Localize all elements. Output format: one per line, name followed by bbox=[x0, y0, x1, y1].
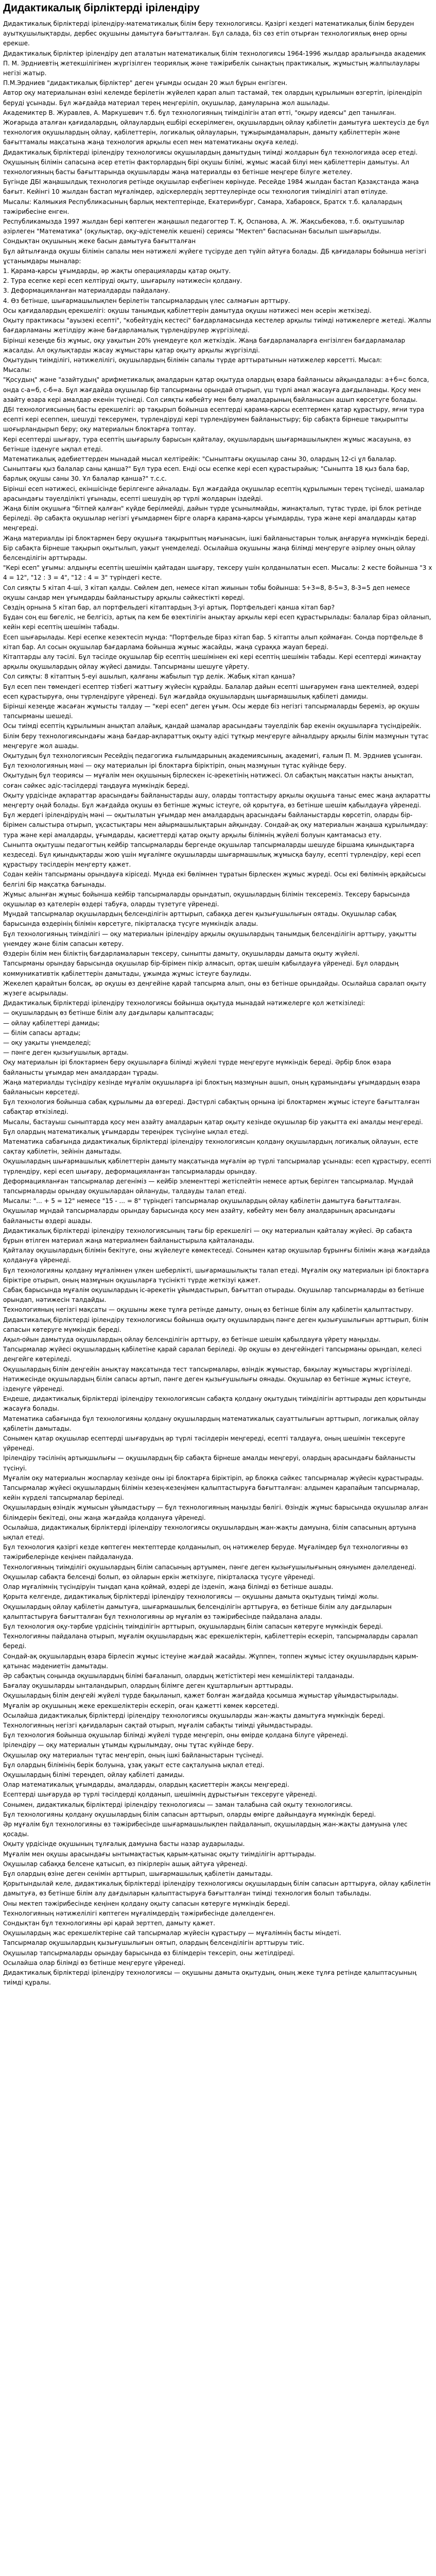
paragraph: Қорытындылай келе, дидактикалық бірліктерді ірілендіру технологиясы оқушылардың білім сапасын арттыруға, ойлау қабілетін дамытуға, өз бетінше білім алу дағдыларын қалыптастыруға бағытталған тиімді технология болып табылады. bbox=[3, 1880, 431, 1897]
paragraph: Оқытудың бұл технологиясын Ресейдің педагогика ғылымдарының академиясының, академигі, ғалым П. М. Эрдниев ұсынған. Бұл технологияның мәні — оқу материалын ірі блоктарға біріктіріп, оның мазмұнын тұтас күйінде беру. bbox=[3, 752, 423, 770]
paragraph: Технологияның негізгі мақсаты — оқушыны жеке тұлға ретінде дамыту, оның өз бетінше білім алу қабілетін қалыптастыру. bbox=[3, 1306, 413, 1314]
paragraph: Технологияның тиімділігі оқушылардың білім сапасының артуымен, пәнге деген қызығушылығының оянуымен дәлелденеді. bbox=[3, 1563, 416, 1571]
paragraph: "Қосудың" және "азайтудың" арифметикалық амалдарын қатар оқытуда олардың өзара байланысы айқындалады: а+б=с болса, онда с-а=б, с-б=а. Бұл жағдайда оқушылар бір тапсырманы орындай отырып, үш түрлі амал жасауға дағдыланады. Қосу мен азайту өзара кері амалдар екенін түсінеді. Сол сияқты көбейту мен бөлу амалдарының байланысын ашып көрсетуге болады. bbox=[3, 376, 429, 403]
paragraph: Технологияны пайдалана отырып, мұғалім оқушылардың жас ерекшеліктерін, қабілеттерін ескеріп, тапсырмаларды саралап береді. bbox=[3, 1633, 418, 1650]
paragraph: Мысалы: Калмыкия Республикасының барлық мектептерінде, Екатеринбург, Самара, Хабаровск, Братск т.б. қалалардың тәжірибесіне енген. bbox=[3, 198, 402, 215]
paragraph: Оқу материалын ірі блоктармен беру оқушыларға білімді жүйелі түрде меңгеруге мүмкіндік береді. Әрбір блок өзара байланысты ұғымдар мен амалдардан тұрады. bbox=[3, 1059, 391, 1076]
paragraph: Әр сабақтың соңында оқушылардың білімі бағаланып, олардың жетістіктері мен кемшіліктері талданады. bbox=[3, 1672, 355, 1680]
paragraph: Мысалы: bbox=[3, 366, 31, 374]
paragraph: — ойлау қабілеттері дамиды; bbox=[3, 1019, 100, 1027]
paragraph: Нәтижесінде оқушылардың білім сапасы артып, пәнге деген қызығушылығы оянады. Оқушылар өз бетінше жұмыс істеуге, ізденуге үйренеді. bbox=[3, 1375, 411, 1393]
article-title: Дидактикалық бірліктерді ірілендіру bbox=[3, 2, 200, 14]
paragraph: Оқушылардың шығармашылық қабілеттерін дамыту мақсатында мұғалім әр түрлі тапсырмалар ұсынады: есеп құрастыру, есепті түрлендіру, кері есеп шығару, деформацияланған тапсырмаларды орындау. bbox=[3, 1158, 431, 1175]
paragraph: Кітаптарды алу тәсілі. Бұл тәсілде оқушылар бір есептің шешімінен екі кері есептің шешімін табады. Кері есептерді жинақтау арқылы оқушылардың ойлау жүйесі дамиды. Тапсырманы шешуге үйрету. bbox=[3, 653, 422, 671]
paragraph: Оқыту үрдісінде ақпараттар арасындағы байланыстарды ашу, оларды топтастыру арқылы оқушыға таныс емес жаңа ақпаратты меңгерту оңай болады. Бұл жағдайда оқушы өз бетінше жұмыс істеуге, ой қорытуға, өз бетінше шешім қабылдауға үйренеді. bbox=[3, 791, 431, 809]
paragraph: Содан кейін тапсырманы орындауға кіріседі. Мұнда екі бөлімнен тұратын бірлескен жұмыс жүреді. Осы екі бөлімнің әрқайсысы белгілі бір мақсатқа бағынады. bbox=[3, 871, 426, 888]
paragraph: Оқушылар мұндай тапсырмаларды орындау барысында қосу мен азайту, көбейту мен бөлу амалдарының арасындағы байланысты өздері ашады. bbox=[3, 1207, 395, 1225]
article-body bbox=[3, 19, 433, 1988]
paragraph: Бұл технологияның тиімділігі — оқу материалын ірілендіру арқылы оқушылардың танымдық белсенділігін арттыру, уақытты үнемдеу және білім сапасын көтеру. bbox=[3, 930, 417, 947]
paragraph: Сондықтан бұл технологияны әрі қарай зерттеп, дамыту қажет. bbox=[3, 1920, 215, 1927]
paragraph: Оқыту практикасы "ауызекі есепті", "кобейтудің кестесі" бағдарламасында кестелер арқылы тиімді нәтижелерге жетеді. Жалпы бағдарламаны жетілдіру және бағдарламалық түрлендірулер жүргізіледі. bbox=[3, 317, 431, 334]
paragraph: Оқушылардың білім деңгейін анықтау мақсатында тест тапсырмалары, өзіндік жұмыстар, бақылау жұмыстары жүргізіледі. bbox=[3, 1365, 412, 1373]
paragraph: Олар мұғалімнің түсіндіруін тыңдап қана қоймай, өздері де ізденіп, жаңа білімді өз бетінше ашады. bbox=[3, 1583, 334, 1591]
paragraph: Оқушылардың білімі тереңдеп, ойлау қабілеті дамиды. bbox=[3, 1771, 185, 1778]
paragraph: Оқушылардың білім деңгейі жүйелі түрде бақыланып, қажет болған жағдайда қосымша жұмыстар ұйымдастырылады. bbox=[3, 1692, 399, 1700]
paragraph: Бұл олардың білімінің берік болуына, ұзақ уақыт есте сақталуына ықпал етеді. bbox=[3, 1761, 265, 1769]
paragraph: Тапсырмалар жүйесі оқушылардың қабілетіне қарай саралап беріледі. Әр оқушы өз деңгейіндегі тапсырманы орындап, келесі деңгейге көтеріледі. bbox=[3, 1346, 422, 1363]
paragraph: Бұл есеп пен төмендегі есептер тізбегі жаттығу жүйесін құрайды. Балалар дайын есепті шығарумен ғана шектелмей, өздері есеп құрастыруға, оны түрлендіруге үйренеді. Бұл жағдайда оқушылардың шығармашылық қабілеті дамиды. bbox=[3, 683, 419, 700]
paragraph: Сыныпта оқытушы педагогтың кейбір тапсырмаларды бергенде оқушылар тапсырмаларды шешуде біршама қиындықтарға кездеседі. Бұл қиындықтарды жою үшін мұғалімге оқушыларды шығармашылық жұмысқа баулу, есепті түрлендіру, кері есеп құрастыру тәсілдерін меңгерту қажет. bbox=[3, 841, 421, 869]
paragraph: Оқушылар тапсырмаларды орындау барысында өз білімдерін тексеріп, оны жетілдіреді. bbox=[3, 1949, 295, 1957]
paragraph: Ақыл-ойын дамытуда оқушылардың ойлау белсенділігін арттыру, өз бетінше шешім қабылдауға үйрету маңызды. bbox=[3, 1336, 381, 1344]
paragraph: Осы қағидалардың ерекшелігі: оқушы танымдық қабілеттерін дамытуда оқушы нәтижесі мен әсерін жеткізеді. bbox=[3, 307, 372, 314]
paragraph: Жаңа білім оқушыға "бітпей қалған" күйде берілмейді, дайын түрде ұсынылмайды, жинақталып, тұтас түрде, ірі блок ретінде беріледі. Әр сабақта оқушылар негізгі ұғымдармен бірге оларға қарама-қарсы ұғымдарды, тура және кері амалдарды қатар меңгереді. bbox=[3, 504, 422, 532]
paragraph: Бірінші есеп нәтижесі, екіншісінде берілгенге айналады. Бұл жағдайда оқушылар есептің құрылымын терең түсінеді, шамалар арасындағы тәуелділікті ұғынады, есепті шешудің әр түрлі жолдарын іздейді. bbox=[3, 485, 425, 502]
paragraph: Академиктер В. Журавлев, А. Маркушевич т.б. бұл технологияның тиімділігін атап өтті, "оқыру идеясы" деп танылған. bbox=[3, 109, 396, 116]
paragraph: Кері есептерді шығару, тура есептің шығарылу барысын қайталау, оқушылардың шығармашылықпен жұмыс жасауына, өз бетінше ізденуге ықпал етеді. bbox=[3, 435, 411, 453]
paragraph: Деформацияланған тапсырмалар дегеніміз — кейбір элементтері жетіспейтін немесе артық берілген тапсырмалар. Мұндай тапсырмаларды орындау оқушылардан ойлануды, талдауды талап етеді. bbox=[3, 1177, 414, 1195]
paragraph: Жұмыс алынған жұмыс бойынша кейбір тапсырмаларды орындатып, оқушылардың білімін тексереміз. Тексеру барысында оқушылар өз қателерін өздері табуға, оларды түзетуге үйренеді. bbox=[3, 890, 410, 908]
paragraph: Сондай-ақ оқушылардың өзара бірлесіп жұмыс істеуіне жағдай жасайды. Жұппен, топпен жұмыс істеу оқушылардың қарым-қатынас мәдениетін дамытады. bbox=[3, 1652, 418, 1670]
paragraph: Ендеше, дидактикалық бірліктерді ірілендіру технологиясын сабақта қолдану оқытудың тиімділігін арттырады деп қорытынды жасауға болады. bbox=[3, 1395, 426, 1413]
paragraph: Бағалау оқушыларды ынталандырып, олардың білімге деген құштарлығын арттырады. bbox=[3, 1682, 293, 1690]
paragraph: Мұндай тапсырмалар оқушылардың белсенділігін арттырып, сабаққа деген қызығушылығын оятады. Оқушылар сабақ барысында өздерінің білімін көрсетуге, пікірталасқа түсуге мүмкіндік алады. bbox=[3, 910, 396, 928]
paragraph: Жекелеп қарайтын болсақ, әр оқушы өз деңгейіне қарай тапсырма алып, оны өз бетінше орындайды. Осылайша саралап оқыту жүзеге асырылады. bbox=[3, 979, 426, 997]
paragraph: Білім беру технологиясындағы жаңа бағдар-ақпараттық оқыту әдісі тұтқыр меңгеруге айналдыру арқылы білім мазмұнын тұтас меңгеруге жол ашады. bbox=[3, 732, 429, 750]
paragraph: Есептерді шығаруда әр түрлі тәсілдерді қолданып, шешімнің дұрыстығын тексеруге үйренеді. bbox=[3, 1791, 317, 1799]
paragraph: Сонымен қатар оқушылар есептерді шығарудың әр түрлі тәсілдерін меңгереді, есепті талдауға, оның шешімін тексеруге үйренеді. bbox=[3, 1435, 406, 1452]
paragraph: 1. Қарама-қарсы ұғымдарды, әр жақты операцияларды қатар оқыту. bbox=[3, 267, 231, 275]
paragraph: Сондықтан оқушының жеке басын дамытуға бағытталған bbox=[3, 238, 196, 245]
paragraph: Олар математикалық ұғымдарды, амалдарды, олардың қасиеттерін жақсы меңгереді. bbox=[3, 1781, 289, 1789]
paragraph: Қайталау оқушылардың білімін бекітуге, оны жүйелеуге көмектеседі. Сонымен қатар оқушылар бұрынғы білімін жаңа жағдайда қолдануға үйренеді. bbox=[3, 1247, 430, 1264]
paragraph: Осылайша дидактикалық бірліктерді ірілендіру технологиясы оқушыларды жан-жақты дамытуға мүмкіндік береді. bbox=[3, 1711, 385, 1719]
paragraph: Осылайша, дидактикалық бірліктерді ірілендіру технологиясы оқушылардың жан-жақты дамуына, білім сапасының артуына ықпал етеді. bbox=[3, 1523, 416, 1541]
paragraph: Сонымен, дидактикалық бірліктерді ірілендіру технологиясы — заман талабына сай оқыту технологиясы. bbox=[3, 1801, 353, 1808]
paragraph: Бұл технология оқу-тәрбие үрдісінің тиімділігін арттырып, оқушылардың білім сапасын көтеруге мүмкіндік береді. bbox=[3, 1622, 383, 1630]
paragraph: Математикалық әдебиеттерден мынадай мысал келтірейік: "Сыныптағы оқушылар саны 30, олардың 12-сі ұл балалар. Сыныптағы қыз балалар саны қанша?" Бұл тура есеп. Енді осы есепке кері есеп құрастырайық: "Сыныпта 18 қыз бала бар, барлық оқушы саны 30. Ұл балалар қанша?" т.с.с. bbox=[3, 455, 410, 483]
paragraph: Жаңа материалды түсіндіру кезінде мұғалім оқушыларға ірі блоктың мазмұнын ашып, оның құрамындағы ұғымдардың өзара байланысын көрсетеді. bbox=[3, 1078, 421, 1096]
paragraph: Бүгінде ДБІ жаңашылдық технология ретінде оқушылар еңбегінен көрінуде. Ресейде 1984 жылдан бастап Қазақстанда жаңа бағыт. Кейінгі 10 жылдан бастап мұғалімдер, әдіскерлердің зерттеулерінде осы технология тиімділігі атап өтілуде. bbox=[3, 178, 419, 196]
paragraph: Сол сияқты: 8 кітаптың 5-еуі ашылып, қалғаны жабылып тұр делік. Жабық кітап қанша? bbox=[3, 673, 295, 681]
paragraph: Дидактикалық бірліктерді ірілендіру технологиясы — оқушыны дамыта оқытудың, оның жеке тұлға ретінде қалыптасуының тиімді құралы. bbox=[3, 1969, 416, 1987]
paragraph: Ірілендіру тәсілінің артықшылығы — оқушылардың бір сабақта бірнеше амалды меңгеруі, олардың арасындағы байланысты түсінуі. bbox=[3, 1454, 416, 1472]
paragraph: Сол сияқты 5 кітап 4-ші, 3 кітап қалды. Сөйлем деп, немесе кітап жиынын тобы бойынша: 5+3=8, 8-5=3, 8-3=5 деп немесе оқушы сандар мен ұғымдарды байланыстыру арқылы сәйкестікті көреді. bbox=[3, 584, 410, 601]
paragraph: Бұл айтылғанда оқушы білімін сапалы мен нәтижелі жүйеге түсіруде деп түйіп айтуға болады. ДБ қағидалары бойынша негізгі ұстанымдары мыналар: bbox=[3, 247, 426, 265]
paragraph: Бірінші кезеңде жасаған жұмысты талдау — "кері есеп" деген ұғым. Осы жерде біз негізгі тапсырмаларды береміз, әр оқушы тапсырманы шешеді. bbox=[3, 703, 420, 720]
paragraph: Мысалы: "... + 5 = 12" немесе "15 - ... = 8" түріндегі тапсырмалар оқушылардың ойлау қабілетін дамытуға бағытталған. bbox=[3, 1197, 402, 1205]
paragraph: Дидактикалық бірліктерді ірілендіру технологиясы оқушылардың дамытудың тиімді жолдарын бұл технологияда әсер етеді. bbox=[3, 148, 418, 156]
paragraph: ДБІ технологиясының басты ерекшелігі: әр тақырып бойынша есептерді қарама-қарсы есептермен қатар құрастыру, яғни тура есепті кері есеппен, шешуді тексерумен, түрлендіруді кері түрлендірумен байланыстыру; бір сабақта бірнеше тақырыпты шоғырландырып беру; оқу материалын блоктарға топтау. bbox=[3, 405, 425, 433]
paragraph: Оқушылар оқу материалын тұтас меңгеріп, оның ішкі байланыстарын түсінеді. bbox=[3, 1751, 264, 1759]
paragraph: Бұл олардың өзіне деген сенімін арттырып, шығармашылық қабілетін дамытады. bbox=[3, 1870, 273, 1877]
paragraph: Математика сабағында бұл технологияны қолдану оқушылардың математикалық сауаттылығын арттырып, логикалық ойлау қабілетін дамытады. bbox=[3, 1415, 419, 1432]
paragraph: — пәнге деген қызығушылық артады. bbox=[3, 1049, 129, 1057]
paragraph: Оқушылар сабақта белсенді болып, өз ойларын еркін жеткізуге, пікірталасқа түсуге үйренеді. bbox=[3, 1573, 315, 1581]
paragraph: Математика сабағында дидактикалық бірліктерді ірілендіру технологиясын қолдану оқушылардың логикалық ойлауын, есте сақтау қабілетін, зейінін дамытады. bbox=[3, 1138, 418, 1156]
paragraph: Тапсырманы орындау барысында оқушылар бір-бірімен пікір алмасып, ортақ шешім қабылдауға үйренеді. Бұл олардың коммуникативтік қабілеттерін дамытады, ұжымда жұмыс істеуге баулиды. bbox=[3, 960, 399, 977]
paragraph: Мұғалім мен оқушы арасындағы ынтымақтастық қарым-қатынас оқыту тиімділігін арттырады. bbox=[3, 1850, 316, 1858]
paragraph: Оқушылар сабаққа белсене қатысып, өз пікірлерін ашық айтуға үйренеді. bbox=[3, 1860, 248, 1868]
paragraph: П.М.Эрдниев "дидактикалық бірліктер" деген ұғымды осыдан 20 жыл бұрын енгізген. bbox=[3, 79, 288, 87]
paragraph: Бұл жердегі ірілендірудің мәні — оқытылатын ұғымдар мен амалдардың арасындағы байланыстарды көрсетіп, оларды бір-бірімен салыстыра отырып, ұқсастықтары мен айырмашылықтарын айқындау. Сондай-ақ оқу материалын жаңаша құрылымдау: тура және кері амалдарды, ұғымдарды, қасиеттерді қатар оқыту арқылы білімнің жүйелі болуын қамтамасыз ету. bbox=[3, 811, 428, 839]
paragraph: 4. Өз бетінше, шығармашылықпен берілетін тапсырмалардың үлес салмағын арттыру. bbox=[3, 297, 290, 304]
paragraph: Осылайша олар білімді өз бетінше меңгеруге үйренеді. bbox=[3, 1959, 186, 1967]
paragraph: Әр мұғалім бұл технологияны өз тәжірибесінде шығармашылықпен пайдаланып, оқушылардың жан-жақты дамуына үлес қосады. bbox=[3, 1820, 408, 1838]
paragraph: Оны мектеп тәжірибесінде кеңінен қолдану оқыту сапасын көтеруге мүмкіндік береді. bbox=[3, 1900, 290, 1907]
paragraph: Осы тиімді есептің құрылымын анықтап алайық, қандай шамалар арасындағы тәуелділік бар екенін оқушыларға түсіндірейік. bbox=[3, 722, 422, 730]
paragraph: 2. Тура есепке кері есеп келтіруді оқыту, шығарылу нәтижесін қолдану. bbox=[3, 277, 242, 285]
paragraph: Дидактикалық бірліктерді ірілендіру технологиясының тағы бір ерекшелігі — оқу материалын қайталау жүйесі. Әр сабақта бұрын өтілген материал жаңа материалмен байланыстырыла қайталанады. bbox=[3, 1227, 412, 1244]
paragraph: Оқыту үрдісінде оқушының тұлғалық дамуына басты назар аударылады. bbox=[3, 1840, 245, 1848]
paragraph: 3. Деформацияланған материалдарды пайдалану. bbox=[3, 287, 170, 295]
paragraph: Оқушылардың өзіндік жұмысын ұйымдастыру — бұл технологияның маңызды бөлігі. Өзіндік жұмыс барысында оқушылар алған білімдерін бекітеді, оны жаңа жағдайда қолдануға үйренеді. bbox=[3, 1504, 428, 1521]
paragraph: Тапсырмалар оқушылардың қызығушылығын оятып, олардың белсенділігін арттыруы тиіс. bbox=[3, 1939, 305, 1947]
paragraph: Қорыта келгенде, дидактикалық бірліктерді ірілендіру технологиясы — оқушыны дамыта оқытудың тиімді жолы. bbox=[3, 1593, 379, 1601]
paragraph: Өздерін білім мен біліктің бағдарламаларын тексеру, сыныпты дамыту, оқушыларды дамыта оқыту жүйелі. bbox=[3, 950, 360, 958]
paragraph: Мұғалім оқу материалын жоспарлау кезінде оны ірі блоктарға біріктіріп, әр блокқа сәйкес тапсырмалар жүйесін құрастырады. bbox=[3, 1474, 424, 1482]
paragraph: Дидактикалық бірліктерді ірілендіру-математикалық білім беру технологиясы. Қазіргі кездегі математикалық білім беруден ауытқушылықтарды, дербес оқушыны дамытуға бағытталған. Бұл салада, біз сөз етіп отырған технологиялық өнер орны ерекше. bbox=[3, 20, 414, 47]
paragraph: Мұғалім әр оқушының жеке ерекшеліктерін ескеріп, оған қажетті көмек көрсетеді. bbox=[3, 1702, 280, 1709]
paragraph: — оқушылардың өз бетінше білім алу дағдылары қалыптасады; bbox=[3, 1009, 214, 1017]
paragraph: Сабақ барысында мұғалім оқушылардың іс-әрекетін ұйымдастырып, бағыттап отырады. Оқушылар тапсырмаларды өз бетінше орындап, нәтижесін талдайды. bbox=[3, 1286, 425, 1304]
paragraph: — оқу уақыты үнемделеді; bbox=[3, 1039, 91, 1046]
paragraph: "Кері есеп" ұғымы: алдыңғы есептің шешімін қайтадан шығару, тексеру үшін қолданылатын есеп. Мысалы: 2 кесте бойынша "3 х 4 = 12", "12 : 3 = 4", "12 : 4 = 3" түріндегі кесте. bbox=[3, 564, 432, 582]
paragraph: Бұл технологияны қолдану оқушылардың білім сапасын арттырып, оларды өмірге дайындауға мүмкіндік береді. bbox=[3, 1810, 376, 1818]
paragraph: — білім сапасы артады; bbox=[3, 1029, 81, 1037]
paragraph: Республикамызда 1997 жылдан бері көптеген жаңашыл педагогтер Т. Қ. Оспанова, А. Ж. Жақсыбекова, т.б. оқытушылар әзірлеген "Математика" (оқулықтар, оқу-әдістемелік кешені) сериясы "Мектеп" баспасынан басылып шығарылды. bbox=[3, 218, 405, 235]
paragraph: Сөздің орнына 5 кітап бар, ал портфельдегі кітаптардың 3-уі артық. Портфельдегі қанша кітап бар? bbox=[3, 603, 335, 611]
paragraph: Оқушылардың ойлау қабілетін дамытуға, шығармашылық белсенділігін арттыруға, өз бетінше білім алу дағдыларын қалыптастыруға бағытталған бұл технологияны әр мұғалім өз тәжірибесінде пайдалана алады. bbox=[3, 1603, 392, 1620]
paragraph: Дидактикалық бірліктер ірілендіру деп аталатын математикалық білім технологиясы 1964-1996 жылдар аралығында академик П. М. Эрдниевтің жетекшілігімен жүргізілген теориялық және тәжірибелік сынақтың практикалық, жұмыстың жалпылаулары негізі жатыр. bbox=[3, 49, 426, 77]
paragraph: Оқушылардың жас ерекшеліктеріне сай тапсырмалар жүйесін құрастыру — мұғалімнің басты міндеті. bbox=[3, 1929, 341, 1937]
paragraph: Технологияның негізгі қағидаларын сақтай отырып, мұғалім сабақты тиімді ұйымдастырады. bbox=[3, 1721, 313, 1729]
paragraph: Дидактикалық бірліктерді ірілендіру технологиясы бойынша оқытуда мынадай нәтижелерге қол жеткізіледі: bbox=[3, 999, 365, 1007]
paragraph: Бұл технология бойынша сабақ құрылымы да өзгереді. Дәстүрлі сабақтың орнына ірі блоктармен жұмыс істеуге бағытталған сабақтар өткізіледі. bbox=[3, 1098, 420, 1116]
paragraph: Ірілендіру — оқу материалын ұтымды құрылымдау, оны тұтас күйінде беру. bbox=[3, 1741, 254, 1749]
paragraph: Бұл технология қазіргі кезде көптеген мектептерде қолданылып, оң нәтижелер беруде. Мұғалімдер бұл технологияны өз тәжірибелерінде кеңінен пайдалануда. bbox=[3, 1544, 408, 1561]
paragraph: Оқушының білімін сапасына әсер ететін факторлардың бірі оқушы білімі, жұмыс жасай білуі мен қабілеттерін дамытуы. Ал технологияның басты бағыттарында оқушыларды жаңа материалды өз бетінше меңгере білуге жетелеу. bbox=[3, 158, 409, 176]
paragraph: Мысалы, бастауыш сыныптарда қосу мен азайту амалдарын қатар оқыту кезінде оқушылар бір уақытта екі амалды меңгереді. Бұл олардың математикалық ұғымдарды тереңірек түсінуіне ықпал етеді. bbox=[3, 1118, 423, 1136]
paragraph: Бірінші кезеңде біз жұмыс, оқу уақытын 20% үнемдеуге қол жеткіздік. Жаңа бағдарламаларға енгізілген бағдарламалар жасалды. Ал оқулықтарды жасау жұмыстары қатар оқыту арқылы жүргізілді. bbox=[3, 336, 406, 354]
paragraph: Оқытудың бұл теориясы — мұғалім мен оқушының бірлескен іс-әрекетінің нәтижесі. Ол сабақтың мақсатын нақты анықтап, соған сәйкес әдіс-тәсілдерді таңдауға мүмкіндік береді. bbox=[3, 772, 414, 789]
paragraph: Жаңа материалды ірі блоктармен беру оқушыға тақырыптың мағынасын, ішкі байланыстарын толық аңғаруға мүмкіндік береді. Бір сабақта бірнеше тақырып оқытылып, уақыт үнемделеді. Осылайша оқушыны жаңа білімді меңгеруге әзірлеу оның ойлау белсенділігін арттырады. bbox=[3, 534, 429, 562]
paragraph: Дидактикалық бірліктерді ірілендіру технологиясы бойынша оқыту оқушылардың пәнге деген қызығушылығын арттырып, білім сапасын көтеруге мүмкіндік береді. bbox=[3, 1316, 429, 1333]
paragraph: Технологияның нәтижелілігі көптеген мұғалімдердің тәжірибесінде дәлелденген. bbox=[3, 1909, 275, 1917]
paragraph: Тапсырмалар жүйесі оқушылардың білімін кезең-кезеңімен қалыптастыруға бағытталған: алдымен қарапайым тапсырмалар, кейін күрделі тапсырмалар беріледі. bbox=[3, 1484, 420, 1502]
paragraph: Жоғарыда аталған қағидалардың, ойлаулардың ешбірі ескерілмеген, оқушылардың ойлау қабілетін дамытуға шектеусіз де бұл технология оқушылардың ойлау, қабілеттерін, логикалық ойлауларын, тұжырымдамаларын, дамыту қабілеттерін және бағыттамалы мақсатына жаңа технология арқылы есеп мен математиканы оқуға келеді. bbox=[3, 119, 429, 146]
paragraph: Бұл технология бойынша оқушылар білімді жүйелі түрде меңгеріп, оны өмірде қолдана білуге үйренеді. bbox=[3, 1732, 348, 1739]
paragraph: Оқытудың тиімділігі, нәтижелілігі, оқушылардың білімін сапалы түрде арттыратынын нәтижелер көрсетті. Мысал: bbox=[3, 356, 382, 364]
paragraph: Есеп шығарылады. Кері есепке кезектесіп мұнда: "Портфельде біраз кітап бар. 5 кітапты алып қоймаған. Сонда портфельде 8 кітап бар. Ал сосын оқушылар бағдарлама бойынша жұмыс жасайды, жаңа сұраққа жауап береді. bbox=[3, 633, 423, 651]
paragraph: Бұдан соң еш бөгеліс, не белгісіз, артық па кем бе өзектілігін анықтау арқылы кері есеп құрастырылады: балалар біраз ойланып, кейін кері есептің шешімін табады. bbox=[3, 614, 431, 631]
paragraph: Автор оқу материалынан өзіні келемде берілетін жүйелеп қарап алып тастамай, тек олардың құрылымын өзгертіп, ірілендіріп беруді ұсынады. Бұл жағдайда материал терең меңгеріліп, оқушылар, дамуларына жол ашылады. bbox=[3, 89, 422, 107]
paragraph: Бұл технологияны қолдану мұғалімнен үлкен шеберлікті, шығармашылықты талап етеді. Мұғалім оқу материалын ірі блоктарға біріктіре отырып, оның мазмұнын оқушыларға түсінікті түрде жеткізуі қажет. bbox=[3, 1266, 429, 1284]
